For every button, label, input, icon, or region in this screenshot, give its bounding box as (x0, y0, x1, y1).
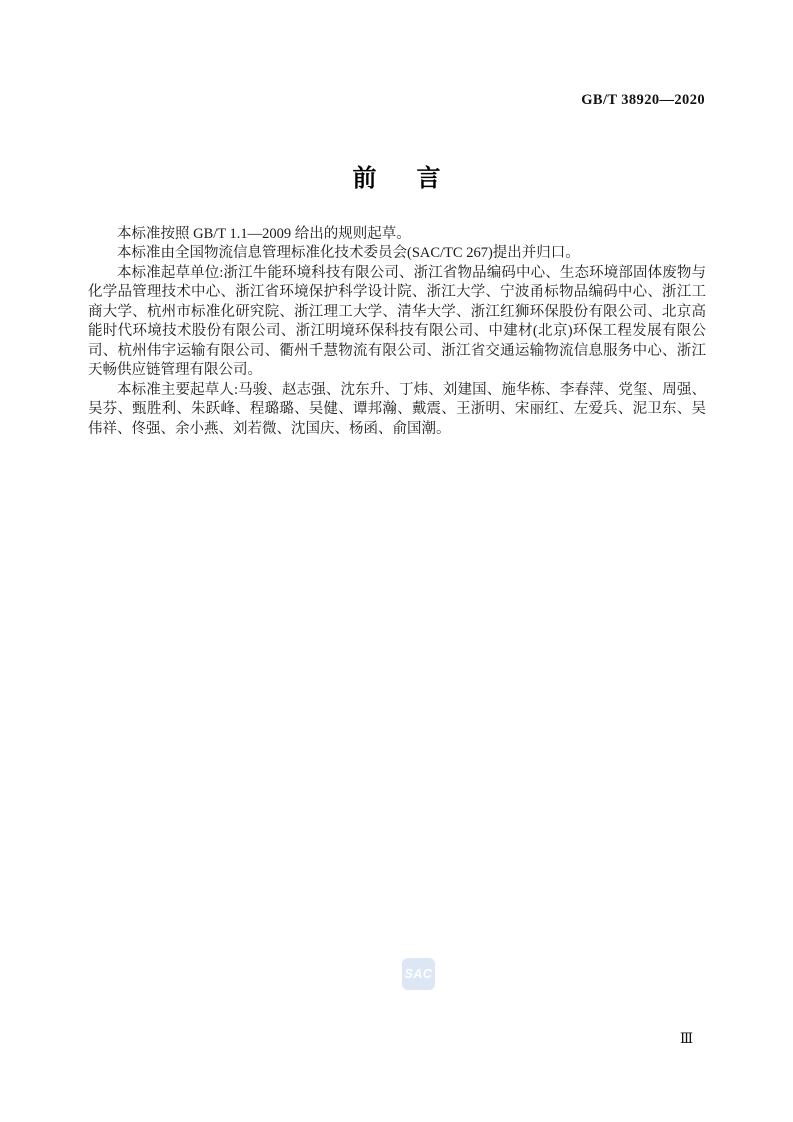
foreword-body (88, 225, 706, 439)
foreword-paragraph-drafting-rule: 本标准按照 GB/T 1.1—2009 给出的规则起草。 (117, 226, 411, 242)
sac-logo-watermark: SAC (402, 958, 435, 990)
foreword-paragraph-proposing-committee: 本标准由全国物流信息管理标准化技术委员会(SAC/TC 267)提出并归口。 (117, 245, 580, 262)
foreword-paragraph-drafting-organizations: 本标准起草单位:浙江牛能环境科技有限公司、浙江省物品编码中心、生态环境部固体废物与化学品管理技术中心、浙江省环境保护科学设计院、浙江大学、宁波甬标物品编码中心、浙江工商大学、杭州市标准化研究院、浙江理工大学、清华大学、浙江红狮环保股份有限公司、北京高能时代环境技术股份有限公司、浙江明境环保科技有限公司、中建材(北京)环保工程发展有限公司、杭州伟宇运输有限公司、衢州千慧物流有限公司、浙江省交通运输物流信息服务中心、浙江天畅供应链管理有限公司。 (88, 264, 706, 379)
page-title: 前言 (352, 165, 481, 192)
page-number: Ⅲ (679, 1031, 693, 1046)
standard-number: GB/T 38920—2020 (581, 92, 705, 108)
foreword-paragraph-main-drafters: 本标准主要起草人:马骏、赵志强、沈东升、丁炜、刘建国、施华栋、李春萍、党玺、周强、吴芬、甄胜利、朱跃峰、程璐璐、吴健、谭邦瀚、戴震、王浙明、宋丽红、左爱兵、泥卫东、吴伟祥、佟强、余小燕、刘若微、沈国庆、杨函、俞国潮。 (88, 381, 706, 437)
